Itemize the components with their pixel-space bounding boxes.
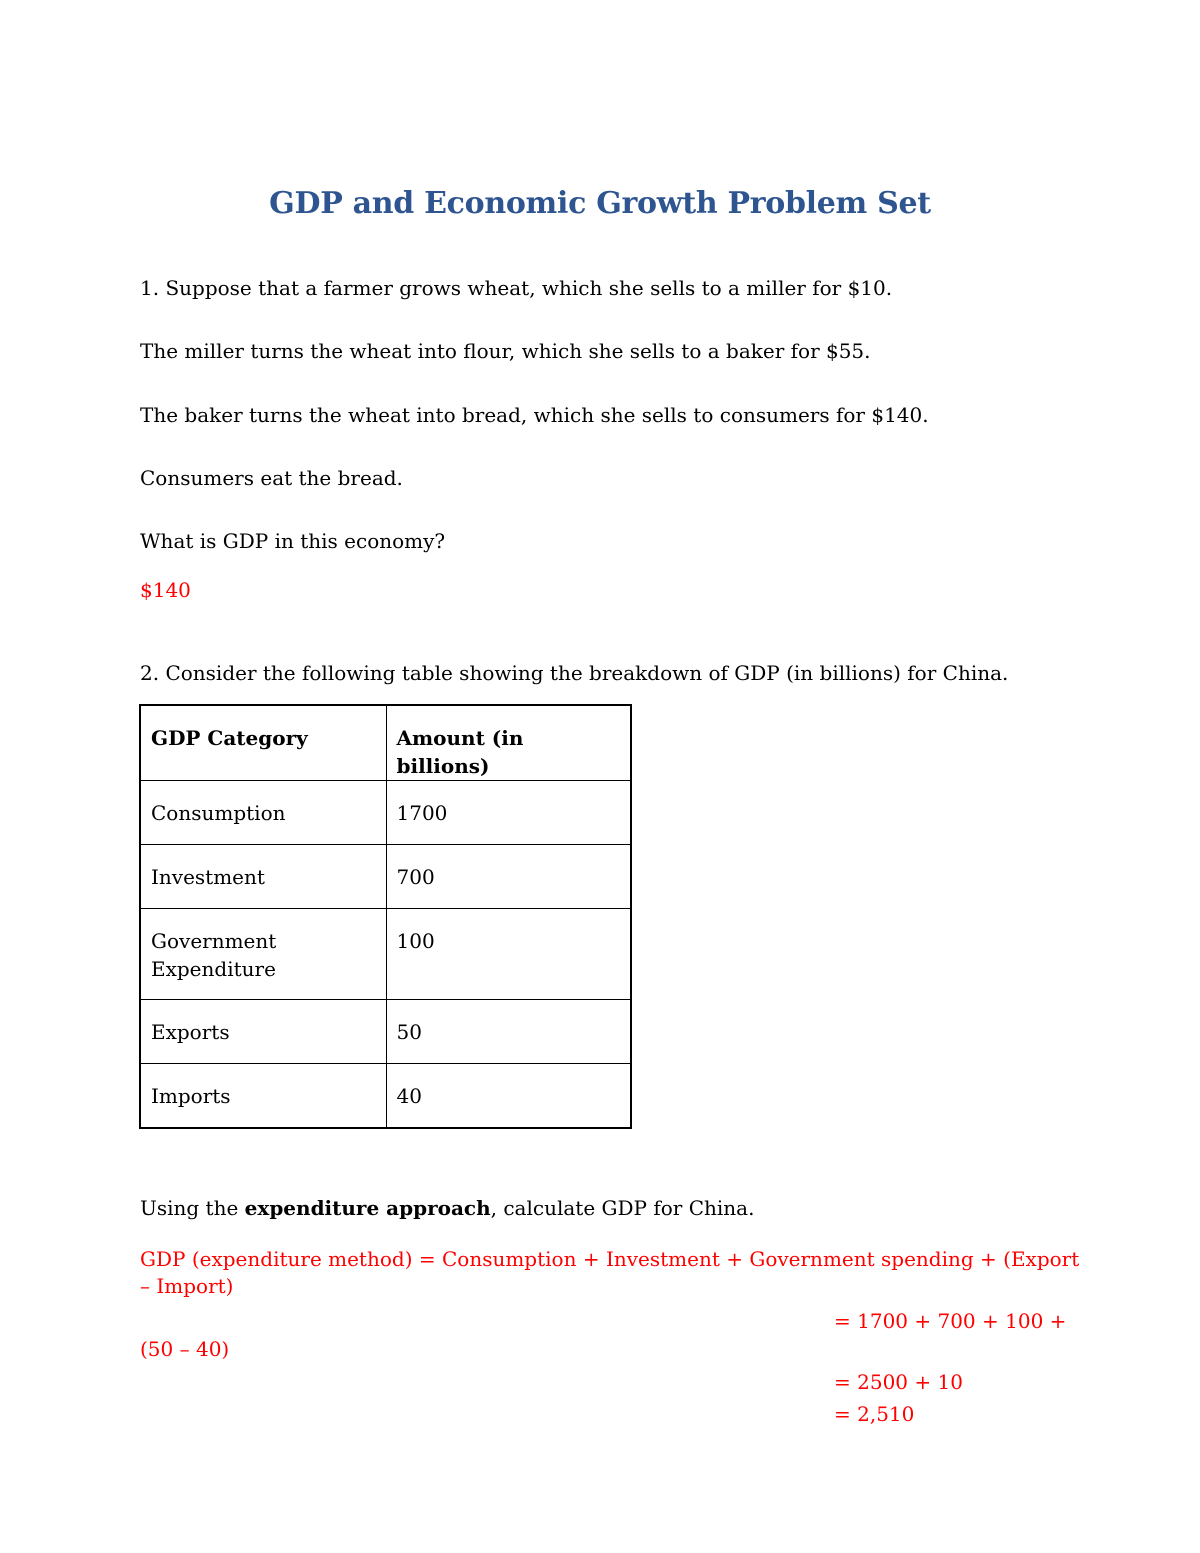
table-cell-category: Imports: [140, 1064, 386, 1128]
table-cell-category: Government Expenditure: [140, 909, 386, 1000]
q1-line-1: 1. Suppose that a farmer grows wheat, which she sells to a miller for $10.: [140, 276, 893, 300]
q1-answer: $140: [140, 578, 191, 602]
q1-question: What is GDP in this economy?: [140, 529, 446, 553]
table-cell-category: Exports: [140, 1000, 386, 1064]
table-cell-category: Consumption: [140, 781, 386, 845]
q2-prompt: [140, 1195, 754, 1221]
table-row: [140, 1000, 631, 1064]
q2-answer-formula-line2: – Import): [140, 1274, 234, 1298]
q2-prompt-after: , calculate GDP for China.: [490, 1196, 755, 1220]
q1-line-2: The miller turns the wheat into flour, which she sells to a baker for $55.: [140, 339, 871, 363]
gdp-table: [139, 704, 632, 1129]
table-row: [140, 909, 631, 1000]
table-cell-amount: 100: [386, 909, 631, 1000]
page-title: GDP and Economic Growth Problem Set: [269, 186, 931, 221]
q2-answer-step1a: = 1700 + 700 + 100 +: [834, 1309, 1067, 1333]
q2-answer-step2: = 2500 + 10: [834, 1370, 963, 1394]
q2-prompt-before: Using the: [140, 1196, 245, 1220]
q1-line-3: The baker turns the wheat into bread, which she sells to consumers for $140.: [140, 403, 929, 427]
q2-answer-step1b: (50 – 40): [140, 1337, 230, 1361]
table-row: [140, 781, 631, 845]
table-header-amount: Amount (in billions): [386, 705, 631, 781]
q2-answer-formula-line1: GDP (expenditure method) = Consumption + Investment + Government spending + (Export: [140, 1247, 1080, 1271]
q2-intro: 2. Consider the following table showing the breakdown of GDP (in billions) for China.: [140, 661, 1009, 685]
q1-line-4: Consumers eat the bread.: [140, 466, 403, 490]
table-header-category: GDP Category: [140, 705, 386, 781]
table-cell-amount: 40: [386, 1064, 631, 1128]
table-row: [140, 845, 631, 909]
table-cell-amount: 700: [386, 845, 631, 909]
q2-prompt-bold: expenditure approach: [244, 1196, 491, 1220]
table-row: [140, 1064, 631, 1128]
table-cell-amount: 50: [386, 1000, 631, 1064]
q2-answer-result: = 2,510: [834, 1402, 915, 1426]
table-cell-category: Investment: [140, 845, 386, 909]
table-header-row: [140, 705, 631, 781]
table-cell-amount: 1700: [386, 781, 631, 845]
